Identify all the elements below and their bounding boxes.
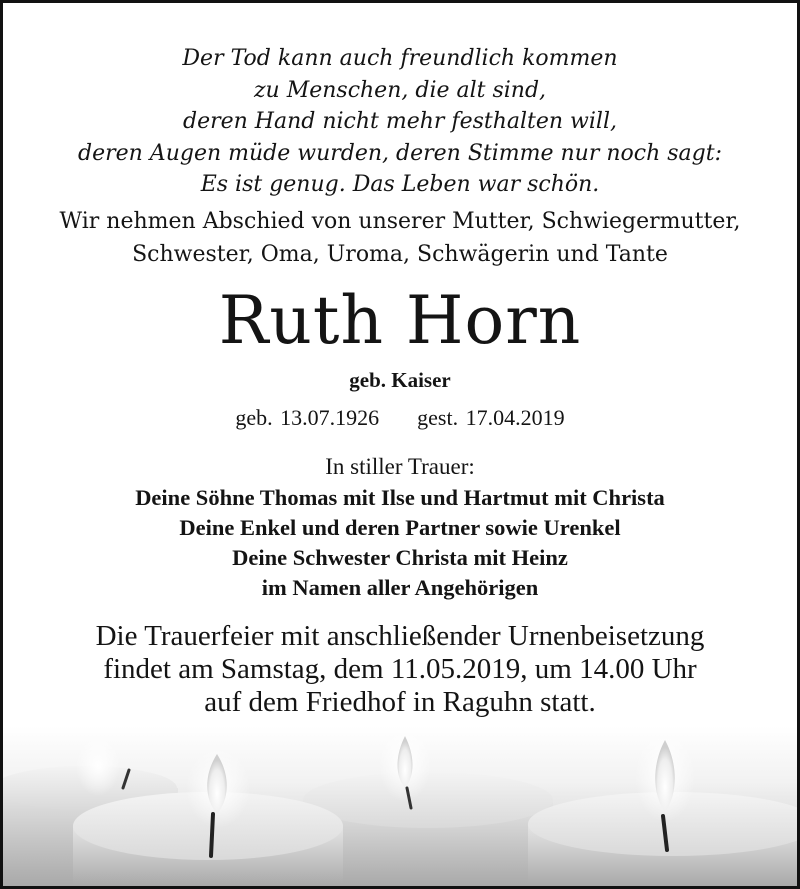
poem-line: deren Hand nicht mehr festhalten will,: [182, 109, 617, 135]
poem: [3, 43, 797, 201]
mourners-heading: In stiller Trauer:: [325, 454, 475, 479]
death-date: gest. 17.04.2019: [417, 405, 565, 430]
farewell-intro: [3, 205, 797, 271]
mourner-line: Deine Söhne Thomas mit Ilse und Hartmut mit Christa: [135, 485, 665, 510]
ceremony-line: auf dem Friedhof in Raguhn statt.: [204, 686, 596, 718]
birth-name: geb. Kaiser: [349, 368, 451, 392]
intro-line: Schwester, Oma, Uroma, Schwägerin und Tante: [132, 242, 668, 267]
mourner-line: Deine Enkel und deren Partner sowie Urenkel: [179, 515, 621, 540]
mourners-list: [3, 483, 797, 603]
ceremony-info: [3, 620, 797, 719]
poem-line: deren Augen müde wurden, deren Stimme nur noch sagt:: [78, 140, 722, 166]
intro-line: Wir nehmen Abschied von unserer Mutter, Schwiegermutter,: [59, 209, 741, 234]
poem-line: Es ist genug. Das Leben war schön.: [200, 172, 600, 198]
birth-date: geb. 13.07.1926: [235, 405, 380, 430]
ceremony-line: Die Trauerfeier mit anschließender Urnenbeisetzung: [95, 620, 705, 652]
mourner-line: Deine Schwester Christa mit Heinz: [232, 545, 568, 570]
poem-line: Der Tod kann auch freundlich kommen: [182, 46, 618, 71]
poem-line: zu Menschen, die alt sind,: [253, 77, 547, 103]
ceremony-line: findet am Samstag, dem 11.05.2019, um 14.00 Uhr: [103, 653, 697, 685]
deceased-name: Ruth Horn: [218, 282, 582, 359]
life-dates: [3, 403, 797, 433]
mourner-line: im Namen aller Angehörigen: [261, 575, 539, 600]
candles-illustration: [3, 726, 797, 886]
